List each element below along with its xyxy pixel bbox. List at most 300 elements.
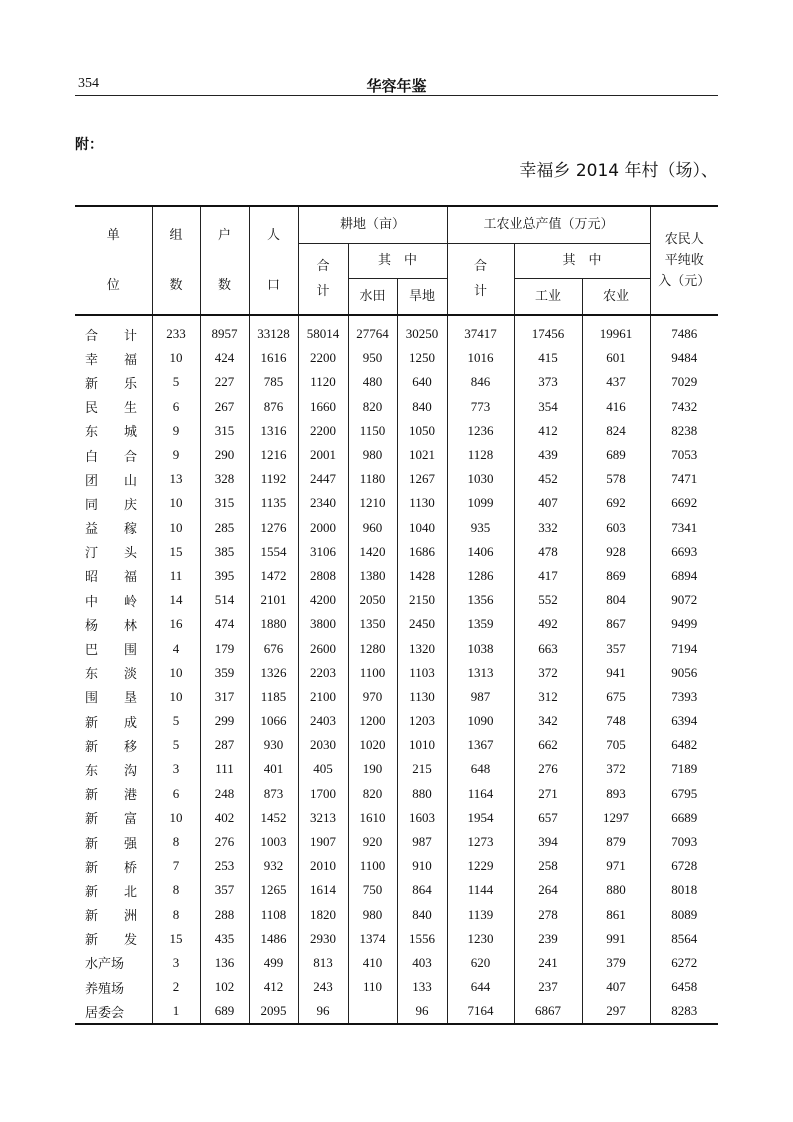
unit-name xyxy=(75,951,152,975)
table-row xyxy=(75,540,718,564)
cell: 1200 xyxy=(348,709,397,733)
cell: 2050 xyxy=(348,588,397,612)
unit-name-char: 新 xyxy=(85,883,99,899)
cell: 1038 xyxy=(447,636,514,660)
unit-name-text xyxy=(85,808,137,827)
cell: 7093 xyxy=(650,830,718,854)
cell: 980 xyxy=(348,903,397,927)
cell: 971 xyxy=(582,854,650,878)
table-row xyxy=(75,346,718,370)
unit-name xyxy=(75,830,152,854)
cell: 1350 xyxy=(348,612,397,636)
cell: 10 xyxy=(152,685,200,709)
unit-name-char: 杨 xyxy=(85,617,99,633)
unit-name-char: 城 xyxy=(123,424,137,440)
cell: 1359 xyxy=(447,612,514,636)
cell: 1326 xyxy=(249,661,298,685)
cell: 987 xyxy=(447,685,514,709)
unit-name-text xyxy=(85,736,137,755)
cell: 372 xyxy=(514,661,582,685)
cell: 662 xyxy=(514,733,582,757)
cell: 8 xyxy=(152,903,200,927)
cell: 5 xyxy=(152,370,200,394)
cell: 930 xyxy=(249,733,298,757)
header-farmland: 耕地（亩） xyxy=(298,206,447,243)
cell: 648 xyxy=(447,757,514,781)
unit-name-char: 稼 xyxy=(123,521,137,537)
cell: 1229 xyxy=(447,854,514,878)
cell: 478 xyxy=(514,540,582,564)
cell: 1556 xyxy=(397,927,447,951)
table-row xyxy=(75,927,718,951)
cell: 861 xyxy=(582,903,650,927)
cell: 1320 xyxy=(397,636,447,660)
cell: 1954 xyxy=(447,806,514,830)
cell: 3 xyxy=(152,951,200,975)
unit-name xyxy=(75,588,152,612)
unit-name-char: 强 xyxy=(123,835,137,851)
unit-name-text xyxy=(85,1002,137,1021)
cell: 8018 xyxy=(650,878,718,902)
cell: 2200 xyxy=(298,346,348,370)
cell: 241 xyxy=(514,951,582,975)
cell: 96 xyxy=(397,999,447,1024)
cell: 8 xyxy=(152,878,200,902)
cell: 820 xyxy=(348,782,397,806)
cell: 1050 xyxy=(397,419,447,443)
cell: 13 xyxy=(152,467,200,491)
cell: 243 xyxy=(298,975,348,999)
cell: 290 xyxy=(200,443,249,467)
cell: 3800 xyxy=(298,612,348,636)
table-row xyxy=(75,733,718,757)
unit-name xyxy=(75,370,152,394)
unit-name-text xyxy=(85,833,137,852)
unit-name-char: 北 xyxy=(123,883,137,899)
cell: 379 xyxy=(582,951,650,975)
cell: 96 xyxy=(298,999,348,1024)
unit-name-char: 水产场 xyxy=(85,956,125,972)
cell: 287 xyxy=(200,733,249,757)
header-unit: 单 位 xyxy=(75,206,152,315)
unit-name xyxy=(75,467,152,491)
cell: 6795 xyxy=(650,782,718,806)
table-title: 幸福乡 2014 年村（场）、 xyxy=(519,161,718,181)
unit-name xyxy=(75,636,152,660)
cell: 1030 xyxy=(447,467,514,491)
cell: 2340 xyxy=(298,491,348,515)
header-income: 农民人 平纯收 入（元） xyxy=(650,206,718,315)
cell: 1356 xyxy=(447,588,514,612)
cell: 415 xyxy=(514,346,582,370)
cell: 820 xyxy=(348,395,397,419)
unit-name xyxy=(75,878,152,902)
unit-name xyxy=(75,685,152,709)
cell: 1139 xyxy=(447,903,514,927)
cell: 276 xyxy=(200,830,249,854)
cell: 1100 xyxy=(348,854,397,878)
cell: 9499 xyxy=(650,612,718,636)
cell: 1907 xyxy=(298,830,348,854)
cell: 676 xyxy=(249,636,298,660)
unit-name-text xyxy=(85,446,137,465)
unit-name-text xyxy=(85,881,137,900)
table-row xyxy=(75,516,718,540)
cell: 880 xyxy=(582,878,650,902)
cell: 1099 xyxy=(447,491,514,515)
cell: 1374 xyxy=(348,927,397,951)
unit-name-text xyxy=(85,784,137,803)
cell: 3106 xyxy=(298,540,348,564)
cell: 4200 xyxy=(298,588,348,612)
cell: 6894 xyxy=(650,564,718,588)
unit-name-char: 富 xyxy=(123,811,137,827)
cell: 1180 xyxy=(348,467,397,491)
unit-name-char: 新 xyxy=(85,738,99,754)
unit-name-char: 团 xyxy=(85,472,99,488)
cell: 8957 xyxy=(200,315,249,346)
cell: 405 xyxy=(298,757,348,781)
cell: 785 xyxy=(249,370,298,394)
unit-name xyxy=(75,661,152,685)
cell: 1150 xyxy=(348,419,397,443)
cell: 10 xyxy=(152,806,200,830)
cell: 2930 xyxy=(298,927,348,951)
table-row xyxy=(75,395,718,419)
table-row xyxy=(75,564,718,588)
unit-name-char: 同 xyxy=(85,496,99,512)
cell: 357 xyxy=(582,636,650,660)
cell: 424 xyxy=(200,346,249,370)
cell: 1230 xyxy=(447,927,514,951)
cell: 1316 xyxy=(249,419,298,443)
cell: 935 xyxy=(447,516,514,540)
cell: 1164 xyxy=(447,782,514,806)
cell: 5 xyxy=(152,733,200,757)
cell: 773 xyxy=(447,395,514,419)
cell: 2450 xyxy=(397,612,447,636)
cell: 7341 xyxy=(650,516,718,540)
header-dryland: 旱地 xyxy=(397,278,447,315)
unit-name-char: 福 xyxy=(123,351,137,367)
cell: 239 xyxy=(514,927,582,951)
unit-name-text xyxy=(85,542,137,561)
unit-name-char: 新 xyxy=(85,811,99,827)
cell: 2200 xyxy=(298,419,348,443)
cell: 395 xyxy=(200,564,249,588)
table-row xyxy=(75,903,718,927)
unit-name-char: 东 xyxy=(85,666,99,682)
cell: 950 xyxy=(348,346,397,370)
table-row xyxy=(75,612,718,636)
table-row xyxy=(75,709,718,733)
cell: 435 xyxy=(200,927,249,951)
cell: 492 xyxy=(514,612,582,636)
cell: 869 xyxy=(582,564,650,588)
table-row xyxy=(75,661,718,685)
cell: 1616 xyxy=(249,346,298,370)
cell: 253 xyxy=(200,854,249,878)
cell: 385 xyxy=(200,540,249,564)
cell: 102 xyxy=(200,975,249,999)
table-row xyxy=(75,975,718,999)
unit-name xyxy=(75,540,152,564)
unit-name-char: 垦 xyxy=(123,690,137,706)
cell: 7029 xyxy=(650,370,718,394)
unit-name-char: 围 xyxy=(85,690,99,706)
cell: 705 xyxy=(582,733,650,757)
unit-name-char: 新 xyxy=(85,787,99,803)
cell: 9484 xyxy=(650,346,718,370)
cell: 111 xyxy=(200,757,249,781)
unit-name-text xyxy=(85,712,137,731)
cell: 248 xyxy=(200,782,249,806)
cell: 6482 xyxy=(650,733,718,757)
cell: 1297 xyxy=(582,806,650,830)
cell: 1880 xyxy=(249,612,298,636)
cell: 315 xyxy=(200,419,249,443)
cell: 1100 xyxy=(348,661,397,685)
cell: 14 xyxy=(152,588,200,612)
cell: 552 xyxy=(514,588,582,612)
cell: 3 xyxy=(152,757,200,781)
cell: 332 xyxy=(514,516,582,540)
cell: 1273 xyxy=(447,830,514,854)
cell: 2000 xyxy=(298,516,348,540)
cell: 2001 xyxy=(298,443,348,467)
cell: 1010 xyxy=(397,733,447,757)
unit-name xyxy=(75,854,152,878)
cell: 7432 xyxy=(650,395,718,419)
unit-name-char: 养殖场 xyxy=(85,980,125,996)
unit-name-char: 新 xyxy=(85,835,99,851)
cell: 2808 xyxy=(298,564,348,588)
cell: 1021 xyxy=(397,443,447,467)
cell: 9 xyxy=(152,419,200,443)
cell: 8238 xyxy=(650,419,718,443)
cell: 928 xyxy=(582,540,650,564)
unit-name-char: 计 xyxy=(123,327,137,343)
cell: 297 xyxy=(582,999,650,1024)
cell: 373 xyxy=(514,370,582,394)
cell: 960 xyxy=(348,516,397,540)
cell: 2030 xyxy=(298,733,348,757)
unit-name-text xyxy=(85,857,137,876)
unit-name-char: 围 xyxy=(123,642,137,658)
cell: 932 xyxy=(249,854,298,878)
cell: 9072 xyxy=(650,588,718,612)
cell: 941 xyxy=(582,661,650,685)
header-output: 工农业总产值（万元） xyxy=(447,206,650,243)
cell: 407 xyxy=(582,975,650,999)
cell: 1128 xyxy=(447,443,514,467)
cell: 1003 xyxy=(249,830,298,854)
header-farmland-of-which: 其 中 xyxy=(348,243,447,278)
cell: 840 xyxy=(397,395,447,419)
unit-name-text xyxy=(85,349,137,368)
cell: 11 xyxy=(152,564,200,588)
cell: 1250 xyxy=(397,346,447,370)
unit-name-text xyxy=(85,929,137,948)
table-row xyxy=(75,467,718,491)
unit-name xyxy=(75,491,152,515)
unit-name-text xyxy=(85,978,137,997)
cell: 689 xyxy=(582,443,650,467)
cell: 880 xyxy=(397,782,447,806)
cell: 864 xyxy=(397,878,447,902)
unit-name-text xyxy=(85,325,137,344)
cell: 1016 xyxy=(447,346,514,370)
cell: 110 xyxy=(348,975,397,999)
cell: 876 xyxy=(249,395,298,419)
cell: 276 xyxy=(514,757,582,781)
cell: 4 xyxy=(152,636,200,660)
cell: 285 xyxy=(200,516,249,540)
cell: 1020 xyxy=(348,733,397,757)
unit-name xyxy=(75,806,152,830)
cell: 2600 xyxy=(298,636,348,660)
cell: 17456 xyxy=(514,315,582,346)
cell: 37417 xyxy=(447,315,514,346)
cell: 750 xyxy=(348,878,397,902)
cell: 8089 xyxy=(650,903,718,927)
header-groups: 组 数 xyxy=(152,206,200,315)
village-statistics-table xyxy=(75,205,718,1025)
cell: 2447 xyxy=(298,467,348,491)
cell: 2010 xyxy=(298,854,348,878)
cell: 1 xyxy=(152,999,200,1024)
cell: 133 xyxy=(397,975,447,999)
cell: 6867 xyxy=(514,999,582,1024)
cell: 893 xyxy=(582,782,650,806)
cell: 416 xyxy=(582,395,650,419)
unit-name-char: 民 xyxy=(85,400,99,416)
cell: 403 xyxy=(397,951,447,975)
table-row xyxy=(75,999,718,1024)
unit-name-char: 合 xyxy=(123,448,137,464)
cell: 1610 xyxy=(348,806,397,830)
unit-name xyxy=(75,999,152,1024)
unit-name xyxy=(75,419,152,443)
unit-name-char: 岭 xyxy=(123,593,137,609)
cell: 15 xyxy=(152,927,200,951)
header-industry: 工业 xyxy=(514,278,582,315)
cell: 1452 xyxy=(249,806,298,830)
cell: 1267 xyxy=(397,467,447,491)
unit-name-char: 白 xyxy=(85,448,99,464)
cell: 499 xyxy=(249,951,298,975)
cell: 407 xyxy=(514,491,582,515)
cell: 271 xyxy=(514,782,582,806)
table-row xyxy=(75,636,718,660)
unit-name-char: 福 xyxy=(123,569,137,585)
unit-name-char: 生 xyxy=(123,400,137,416)
cell: 1313 xyxy=(447,661,514,685)
cell: 258 xyxy=(514,854,582,878)
unit-name-char: 新 xyxy=(85,908,99,924)
unit-name xyxy=(75,395,152,419)
unit-name-char: 乐 xyxy=(123,375,137,391)
unit-name-text xyxy=(85,905,137,924)
table-row xyxy=(75,588,718,612)
cell: 689 xyxy=(200,999,249,1024)
cell: 1286 xyxy=(447,564,514,588)
table-row xyxy=(75,443,718,467)
cell: 1144 xyxy=(447,878,514,902)
cell: 692 xyxy=(582,491,650,515)
cell: 514 xyxy=(200,588,249,612)
cell: 233 xyxy=(152,315,200,346)
cell: 7471 xyxy=(650,467,718,491)
cell: 1216 xyxy=(249,443,298,467)
cell: 6394 xyxy=(650,709,718,733)
unit-name-char: 汀 xyxy=(85,545,99,561)
unit-name-char: 淡 xyxy=(123,666,137,682)
cell: 8 xyxy=(152,830,200,854)
cell: 1428 xyxy=(397,564,447,588)
cell: 1210 xyxy=(348,491,397,515)
cell: 657 xyxy=(514,806,582,830)
cell: 439 xyxy=(514,443,582,467)
unit-name xyxy=(75,612,152,636)
cell: 1265 xyxy=(249,878,298,902)
cell: 1486 xyxy=(249,927,298,951)
cell: 6728 xyxy=(650,854,718,878)
cell: 27764 xyxy=(348,315,397,346)
cell: 9 xyxy=(152,443,200,467)
table-row xyxy=(75,315,718,346)
header-rule xyxy=(75,95,718,96)
cell: 412 xyxy=(514,419,582,443)
table-row xyxy=(75,878,718,902)
appendix-label: 附： xyxy=(75,137,103,153)
cell: 1700 xyxy=(298,782,348,806)
cell: 663 xyxy=(514,636,582,660)
cell: 970 xyxy=(348,685,397,709)
cell: 190 xyxy=(348,757,397,781)
unit-name-text xyxy=(85,591,137,610)
unit-name-char: 洲 xyxy=(123,908,137,924)
cell: 2101 xyxy=(249,588,298,612)
cell: 179 xyxy=(200,636,249,660)
cell: 1203 xyxy=(397,709,447,733)
cell: 10 xyxy=(152,661,200,685)
table-row xyxy=(75,685,718,709)
unit-name-char: 新 xyxy=(85,714,99,730)
cell: 136 xyxy=(200,951,249,975)
table-row xyxy=(75,830,718,854)
cell: 480 xyxy=(348,370,397,394)
cell: 1276 xyxy=(249,516,298,540)
unit-name-char: 居委会 xyxy=(85,1004,125,1020)
unit-name xyxy=(75,346,152,370)
unit-name xyxy=(75,782,152,806)
unit-name xyxy=(75,733,152,757)
unit-name-char: 东 xyxy=(85,762,99,778)
cell: 19961 xyxy=(582,315,650,346)
cell: 1686 xyxy=(397,540,447,564)
cell: 6692 xyxy=(650,491,718,515)
cell: 873 xyxy=(249,782,298,806)
unit-name xyxy=(75,903,152,927)
unit-name-text xyxy=(85,397,137,416)
unit-name xyxy=(75,709,152,733)
cell: 2403 xyxy=(298,709,348,733)
table-row xyxy=(75,419,718,443)
unit-name xyxy=(75,315,152,346)
unit-name xyxy=(75,927,152,951)
cell: 1066 xyxy=(249,709,298,733)
